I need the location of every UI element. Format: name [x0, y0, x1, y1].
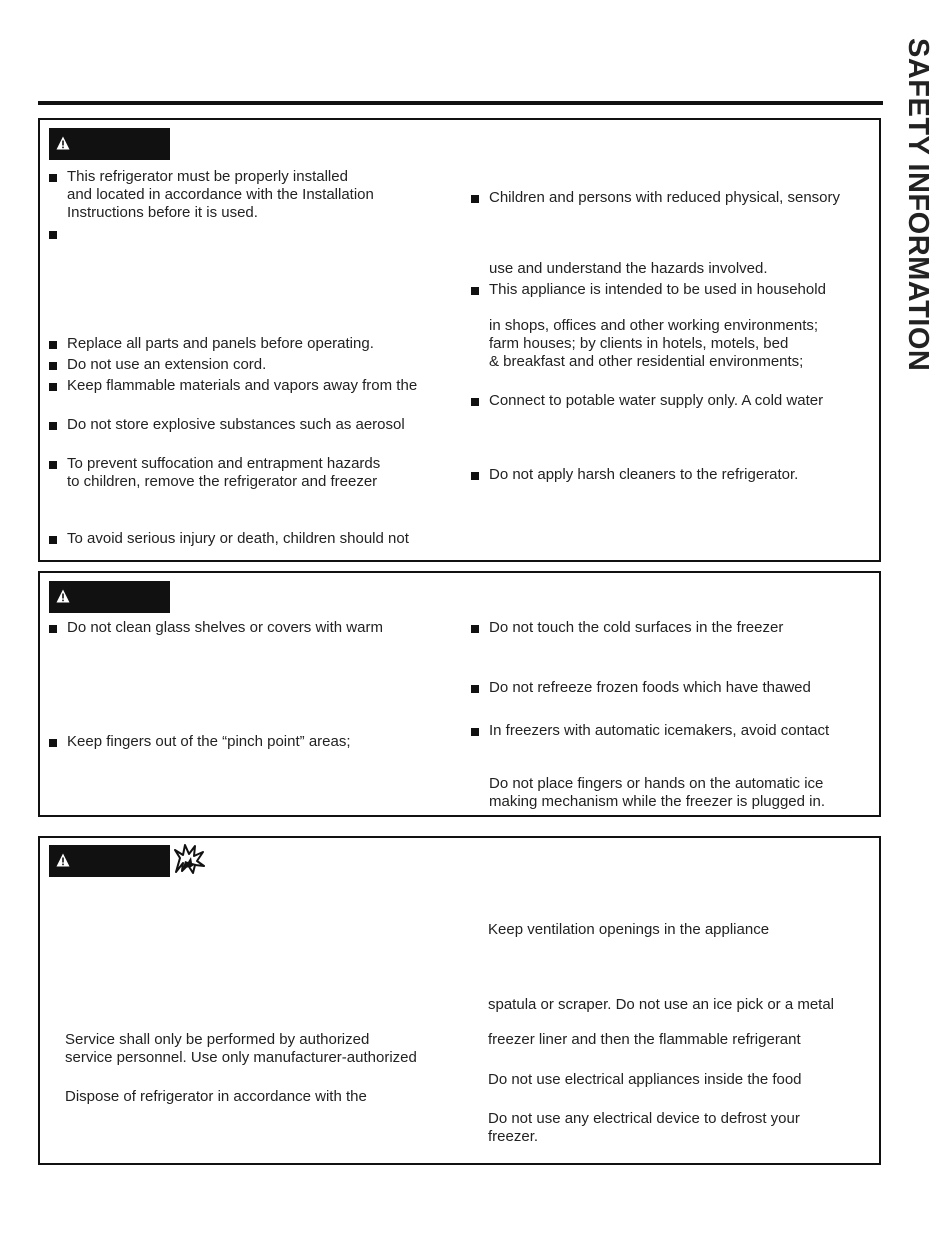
list-item: Do not refreeze frozen foods which have thawed	[489, 679, 811, 696]
bullet	[49, 422, 57, 430]
list-item: In freezers with automatic icemakers, avoid contact	[489, 722, 830, 739]
list-item: Do not use an extension cord.	[67, 356, 267, 373]
list-item: Do not touch the cold surfaces in the freezer	[489, 619, 784, 636]
list-item-continuation: Do not place fingers or hands on the automatic ice making mechanism while the freezer is plugged in.	[489, 775, 825, 810]
paragraph: Do not use any electrical device to defrost your freezer.	[488, 1110, 800, 1145]
caution-section	[38, 571, 881, 817]
bullet	[49, 362, 57, 370]
list-item: Do not store explosive substances such as aerosol	[67, 416, 405, 433]
paragraph: Keep ventilation openings in the appliance	[488, 921, 770, 938]
warning-triangle-icon	[56, 136, 70, 150]
fire-hazard-section	[38, 836, 881, 1165]
bullet	[49, 383, 57, 391]
list-item: Children and persons with reduced physical, sensory	[489, 189, 841, 206]
bullet	[471, 195, 479, 203]
paragraph: spatula or scraper. Do not use an ice pick or a metal	[488, 996, 835, 1013]
caution-badge	[49, 581, 170, 613]
paragraph: freezer liner and then the flammable refrigerant	[488, 1031, 801, 1048]
bullet	[49, 461, 57, 469]
list-item: Connect to potable water supply only. A cold water	[489, 392, 824, 409]
bullet	[471, 728, 479, 736]
list-item: This refrigerator must be properly installed and located in accordance with the Installation Instructions before it is used.	[67, 168, 374, 221]
list-item: Do not clean glass shelves or covers with warm	[67, 619, 383, 636]
explosion-burst-icon	[173, 844, 205, 874]
bullet	[471, 625, 479, 633]
list-item: To avoid serious injury or death, children should not	[67, 530, 409, 547]
list-item-continuation: use and understand the hazards involved.	[489, 260, 768, 277]
paragraph: Do not use electrical appliances inside the food	[488, 1071, 802, 1088]
bullet	[471, 287, 479, 295]
bullet	[49, 341, 57, 349]
bullet	[49, 536, 57, 544]
bullet	[49, 739, 57, 747]
header-rule	[38, 101, 883, 105]
bullet	[471, 472, 479, 480]
paragraph: Service shall only be performed by authorized service personnel. Use only manufacturer-authorized	[65, 1031, 417, 1066]
warning-section	[38, 118, 881, 562]
list-item-continuation: in shops, offices and other working environments; farm houses; by clients in hotels, motels, bed & breakfast and other residential environments;	[489, 317, 819, 370]
paragraph: Dispose of refrigerator in accordance with the	[65, 1088, 367, 1105]
list-item: Replace all parts and panels before operating.	[67, 335, 374, 352]
bullet	[471, 398, 479, 406]
list-item: Do not apply harsh cleaners to the refrigerator.	[489, 466, 799, 483]
list-item: This appliance is intended to be used in household	[489, 281, 826, 298]
warning-badge	[49, 128, 170, 160]
warning-triangle-icon	[56, 589, 70, 603]
warning-badge	[49, 845, 170, 877]
bullet	[49, 231, 57, 239]
list-item: Keep fingers out of the “pinch point” areas;	[67, 733, 351, 750]
bullet	[49, 174, 57, 182]
sidebar-title: SAFETY INFORMATION	[902, 38, 934, 372]
bullet	[49, 625, 57, 633]
bullet	[471, 685, 479, 693]
warning-triangle-icon	[56, 853, 70, 867]
list-item: To prevent suffocation and entrapment hazards to children, remove the refrigerator and freezer	[67, 455, 381, 490]
list-item: Keep flammable materials and vapors away from the	[67, 377, 418, 394]
